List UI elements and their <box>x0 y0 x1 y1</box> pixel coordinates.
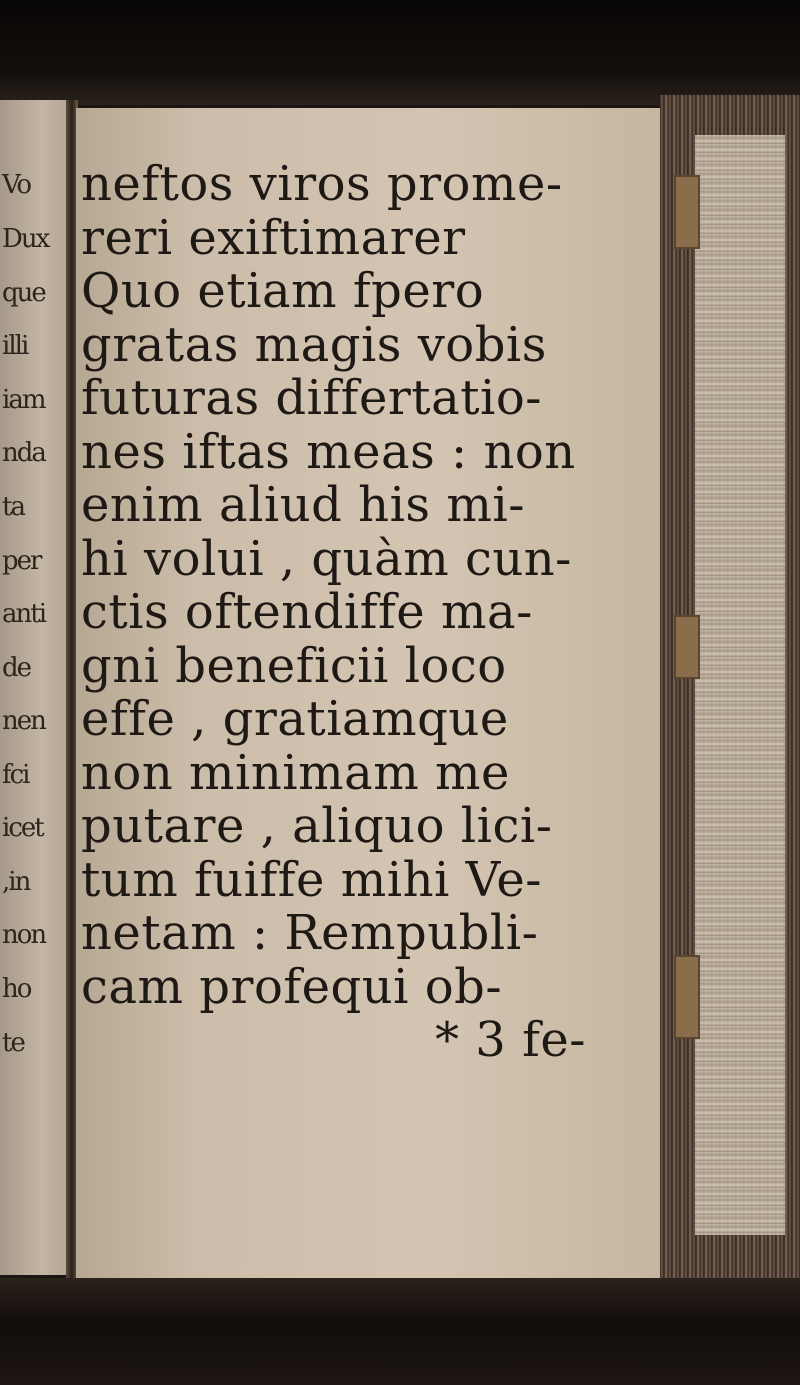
facing-page-edge <box>0 100 70 1275</box>
text-line: cam profequi ob- <box>81 958 503 1015</box>
bookmark-tab <box>674 175 700 249</box>
margin-fragment: ,in <box>2 867 30 897</box>
text-line: reri exiftimarer <box>81 209 466 266</box>
text-line: ctis oftendiffe ma- <box>81 584 533 640</box>
margin-fragment: Dux <box>2 224 49 254</box>
margin-fragment: fci <box>2 760 29 790</box>
margin-fragment: nen <box>2 706 45 736</box>
margin-fragment: non <box>2 920 46 950</box>
margin-fragment: illi <box>2 331 28 361</box>
margin-fragment: ta <box>2 492 24 522</box>
bookmark-tab <box>674 955 700 1039</box>
bottom-shadow <box>0 1278 800 1385</box>
text-line: gni beneficii loco <box>81 637 507 694</box>
margin-fragment: Vo <box>2 170 31 200</box>
margin-fragment: nda <box>2 438 45 468</box>
margin-fragment: te <box>2 1028 24 1058</box>
margin-fragment: icet <box>2 813 43 843</box>
margin-fragment: ho <box>2 974 31 1004</box>
margin-fragment: que <box>2 278 45 308</box>
text-line: Quo etiam fpero <box>81 263 485 319</box>
text-line: non minimam me <box>81 744 510 801</box>
margin-fragment: anti <box>2 599 46 629</box>
text-line: futuras differtatio- <box>81 370 542 426</box>
text-line: tum fuiffe mihi Ve- <box>81 851 542 908</box>
text-line: putare , aliquo lici- <box>81 798 553 854</box>
text-line: hi volui , quàm cun- <box>81 530 572 587</box>
text-line: enim aliud his mi- <box>81 477 525 533</box>
text-line: netam : Rempubli- <box>81 905 539 961</box>
signature-catchword-line: * 3 fe- <box>435 1012 586 1068</box>
page-edges <box>695 135 785 1235</box>
text-line: effe , gratiamque <box>81 691 509 747</box>
book-page <box>76 108 666 1278</box>
bookmark-tab <box>674 615 700 679</box>
margin-fragment: iam <box>2 385 45 415</box>
page-text <box>81 158 656 1068</box>
text-line: nes iftas meas : non <box>81 423 576 480</box>
margin-fragment: de <box>2 653 31 683</box>
page-edge-stack <box>660 95 800 1295</box>
text-line: neftos viros prome- <box>81 156 563 212</box>
margin-fragment: per <box>2 546 41 576</box>
top-shadow <box>0 0 800 105</box>
text-line: gratas magis vobis <box>81 316 547 373</box>
